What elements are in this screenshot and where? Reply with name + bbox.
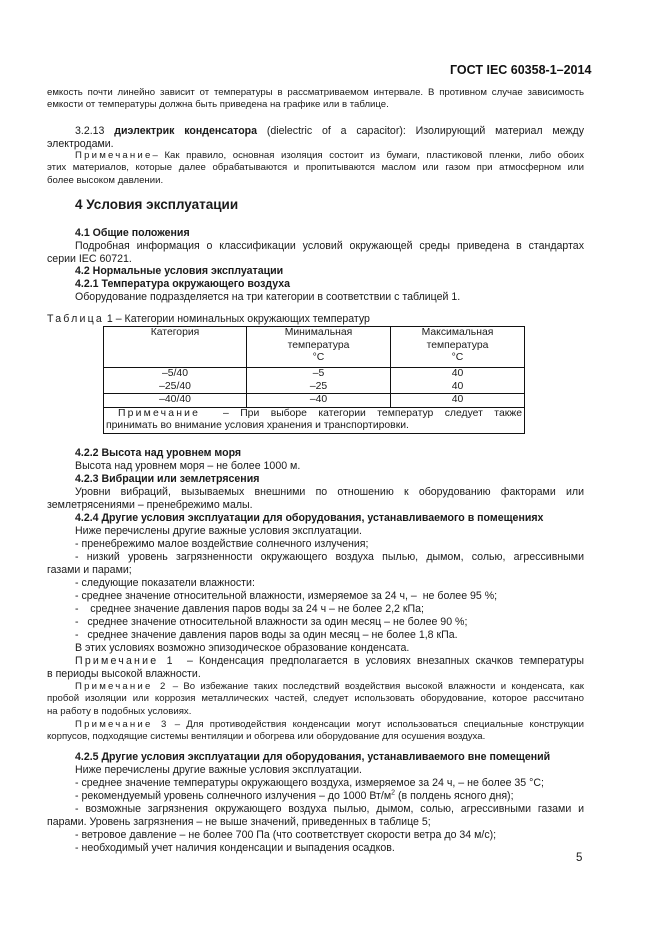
note-2: Примечание 2 – Во избежание таких последствий воздействия высокой влажности и конденсата, как пробой изоляции или коррозия металлических частей, следует использовать оборудование, которое рассчитано на работу в подобных условиях. bbox=[47, 681, 584, 717]
header-min-temp: Минимальная температура °С bbox=[247, 327, 391, 368]
subsection-title-4-2-3: 4.2.3 Вибрации или землетрясения bbox=[75, 473, 260, 485]
note-3: Примечание 3 – Для противодействия конденсации могут использоваться специальные конструкции корпусов, подходящие системы вентиляции и обогрева или оборудование для осушения воздуха. bbox=[47, 719, 584, 743]
list-item: - среднее значение давления паров воды за один месяц – не более 1,8 кПа. bbox=[75, 629, 458, 641]
definition-note: Примечание– Как правило, основная изоляция состоит из бумаги, пластиковой пленки, либо обоих этих материалов, которые далее обрабатываются и пропитываются маслом или газом при атмосферном или более высоком давлении. bbox=[47, 150, 584, 186]
table-header-row bbox=[104, 327, 525, 368]
subsection-title-4-2-4: 4.2.4 Другие условия эксплуатации для оборудования, устанавливаемого в помещениях bbox=[75, 512, 544, 524]
subsection-title-4-2-2: 4.2.2 Высота над уровнем моря bbox=[75, 447, 242, 459]
section-title: 4 Условия эксплуатации bbox=[75, 197, 239, 212]
intro-paragraph: емкость почти линейно зависит от температуры в рассматриваемом интервале. В противном случае зависимость емкости от температуры должна быть приведена на графике или в таблице. bbox=[47, 87, 584, 111]
paragraph-4-2-3: Уровни вибраций, вызываемых внешними по отношению к оборудованию факторами или землетрясениями – пренебрежимо малы. bbox=[47, 486, 584, 511]
list-item: - необходимый учет наличия конденсации и выпадения осадков. bbox=[75, 842, 395, 854]
paragraph-4-1: Подробная информация о классификации условий окружающей среды приведена в стандартах серии IEC 60721. bbox=[47, 240, 584, 265]
list-item: - рекомендуемый уровень солнечного излучения – до 1000 $Вт/м^2$ (в полдень ясного дня); bbox=[75, 789, 514, 802]
list-item: - ветровое давление – не более 700 Па (что соответствует скорости ветра до 34 м/с); bbox=[75, 829, 497, 841]
note-1: Примечание 1 – Конденсация предполагается в условиях внезапных скачков температуры bbox=[75, 655, 585, 667]
list-item: - пренебрежимо малое воздействие солнечного излучения; bbox=[75, 538, 369, 550]
subsection-title-4-2-1: 4.2.1 Температура окружающего воздуха bbox=[75, 278, 291, 290]
list-item: - среднее значение относительной влажности, измеряемое за 24 ч, – не более 95 %; bbox=[75, 590, 498, 602]
table-note: Примечание – При выборе категории температур следует также принимать во внимание условия хранения и транспортировки. bbox=[104, 407, 525, 433]
document-code: ГОСТ IEC 60358-1–2014 bbox=[450, 63, 592, 77]
table-note-row bbox=[104, 407, 525, 433]
header-max-temp: Максимальная температура °С bbox=[391, 327, 525, 368]
table-row: –40/40 –40 40 bbox=[104, 394, 525, 408]
header-category: Категория bbox=[104, 327, 247, 368]
list-item: - следующие показатели влажности: bbox=[75, 577, 255, 589]
subsection-title-4-2-5: 4.2.5 Другие условия эксплуатации для оборудования, устанавливаемого вне помещений bbox=[75, 751, 551, 763]
table-caption: Таблица 1 – Категории номинальных окружающих температур bbox=[47, 313, 370, 325]
subsection-title-4-1: 4.1 Общие положения bbox=[75, 227, 190, 239]
list-item: - среднее значение температуры окружающего воздуха, измеряемое за 24 ч, – не более 35 °С; bbox=[75, 777, 544, 789]
list-item: - среднее значение давления паров воды за 24 ч – не более 2,2 кПа; bbox=[75, 603, 424, 615]
table-row: –25/40 –25 40 bbox=[104, 381, 525, 394]
table-row: –5/40 –5 40 bbox=[104, 368, 525, 381]
conditions-outdoor-list: Ниже перечислены другие важные условия эксплуатации. - среднее значение температуры окружающего воздуха, измеряемое за 24 ч, – не более 35 °С; - рекомендуемый уровень солнечного излучения – до 1000 $Вт/м^2$ (в полдень ясного дня); - возможные загрязнения окружающего воздуха пылью, дымом, солью, агрессивными газами и парами. Уровень загрязнения – не выше значений, приведенных в таблице 5; - ветровое давление – не более 700 Па (что соответствует скорости ветра до 34 м/с); - необходимый учет наличия конденсации и выпадения осадков. bbox=[47, 764, 584, 854]
list-item: - низкий уровень загрязненности окружающего воздуха пылью, дымом, солью, агрессивными bbox=[75, 551, 584, 563]
conditions-indoor-list: Ниже перечислены другие важные условия эксплуатации. - пренебрежимо малое воздействие солнечного излучения; - низкий уровень загрязненности окружающего воздуха пылью, дымом, солью, агрессивными газами и парами; - следующие показатели влажности: - среднее значение относительной влажности, измеряемое за 24 ч, – не более 95 %; - среднее значение давления паров воды за 24 ч – не более 2,2 кПа; - среднее значение относительной влажности за один месяц – не более 90 %; - среднее значение давления паров воды за один месяц – не более 1,8 кПа. В этих условиях возможно эпизодическое образование конденсата. Примечание 1 – Конденсация предполагается в условиях внезапных скачков температуры в периоды высокой влажности. bbox=[47, 525, 585, 680]
page-number: 5 bbox=[576, 852, 583, 864]
list-item: - среднее значение относительной влажности за один месяц – не более 90 %; bbox=[75, 616, 468, 628]
definition-term: диэлектрик конденсатора bbox=[114, 125, 258, 137]
subsection-title-4-2: 4.2 Нормальные условия эксплуатации bbox=[75, 265, 284, 277]
paragraph-4-2-1: Оборудование подразделяется на три категории в соответствии с таблицей 1. bbox=[75, 291, 461, 303]
list-item: - возможные загрязнения окружающего воздуха пылью, дымом, солью, агрессивными газами и bbox=[75, 803, 584, 815]
paragraph-4-2-2: Высота над уровнем моря – не более 1000 м. bbox=[75, 460, 301, 472]
definition-3-2-13: 3.2.13 диэлектрик конденсатора (dielectric of a capacitor): Изолирующий материал между электродами. bbox=[47, 125, 585, 150]
temperature-categories-table bbox=[103, 326, 525, 434]
